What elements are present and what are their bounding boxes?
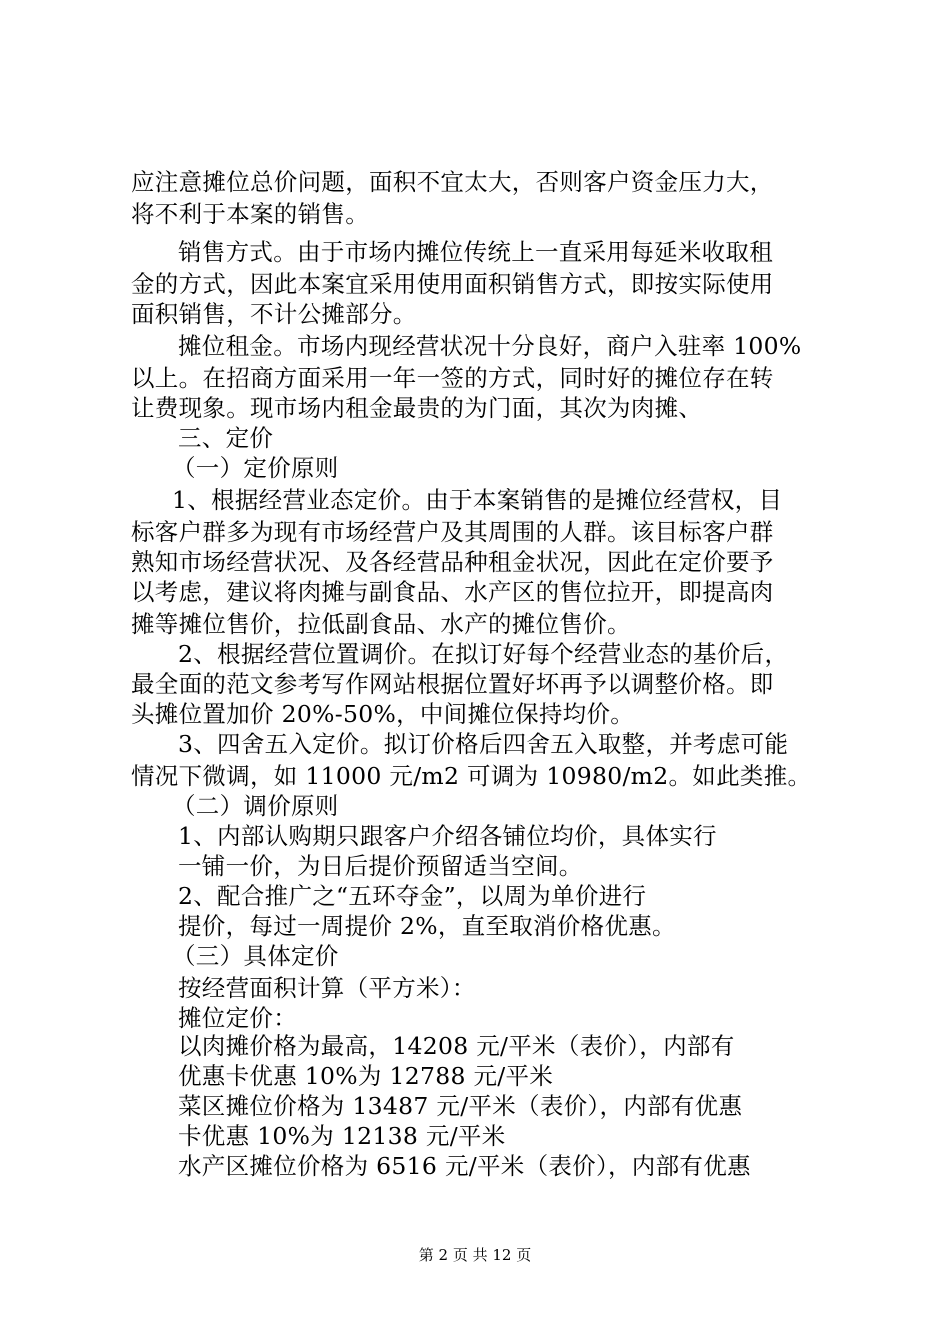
body-text-line: 熟知市场经营状况、及各经营品种租金状况，因此在定价要予 [131, 548, 774, 576]
body-text-line: 优惠卡优惠 10%为 12788 元/平米 [178, 1062, 554, 1090]
body-text-line: 情况下微调，如 11000 元/m2 可调为 10980/m2。如此类推。 [131, 762, 812, 790]
body-text-line: 销售方式。由于市场内摊位传统上一直采用每延米收取租 [178, 238, 773, 266]
body-text-line: 应注意摊位总价问题，面积不宜太大，否则客户资金压力大， [131, 168, 774, 196]
body-text-line: 最全面的范文参考写作网站根据位置好坏再予以调整价格。即 [131, 670, 774, 698]
section-heading: 三、定价 [178, 424, 274, 452]
body-text-line: 摊等摊位售价，拉低副食品、水产的摊位售价。 [131, 610, 631, 638]
body-text-line: 一铺一价，为日后提价预留适当空间。 [178, 852, 583, 880]
body-text-line: 头摊位置加价 20%-50%，中间摊位保持均价。 [131, 700, 635, 728]
body-text-line: 以上。在招商方面采用一年一签的方式，同时好的摊位存在转 [131, 364, 774, 392]
body-text-line: 水产区摊位价格为 6516 元/平米（表价），内部有优惠 [178, 1152, 751, 1180]
body-text-line: 让费现象。现市场内租金最贵的为门面，其次为肉摊、 [131, 394, 703, 422]
body-text-line: 金的方式，因此本案宜采用使用面积销售方式，即按实际使用 [131, 270, 774, 298]
body-text-line: 1、内部认购期只跟客户介绍各铺位均价，具体实行 [178, 822, 717, 850]
subsection-heading: （二）调价原则 [172, 792, 339, 820]
body-text-line: 1、根据经营业态定价。由于本案销售的是摊位经营权，目 [172, 486, 783, 514]
body-text-line: 以考虑，建议将肉摊与副食品、水产区的售位拉开，即提高肉 [131, 578, 774, 606]
body-text-line: 3、四舍五入定价。拟订价格后四舍五入取整，并考虑可能 [178, 730, 789, 758]
page-number-footer: 第 2 页 共 12 页 [418, 1246, 532, 1264]
body-text-line: 摊位定价： [178, 1004, 297, 1032]
body-text-line: 摊位租金。市场内现经营状况十分良好，商户入驻率 100% [178, 332, 802, 360]
body-text-line: 标客户群多为现有市场经营户及其周围的人群。该目标客户群 [131, 518, 774, 546]
body-text-line: 按经营面积计算（平方米）： [178, 974, 476, 1002]
body-text-line: 提价，每过一周提价 2%，直至取消价格优惠。 [178, 912, 676, 940]
body-text-line: 2、配合推广之“五环夺金”，以周为单价进行 [178, 882, 647, 910]
subsection-heading: （三）具体定价 [172, 942, 339, 970]
body-text-line: 菜区摊位价格为 13487 元/平米（表价），内部有优惠 [178, 1092, 743, 1120]
body-text-line: 卡优惠 10%为 12138 元/平米 [178, 1122, 506, 1150]
body-text-line: 2、根据经营位置调价。在拟订好每个经营业态的基价后， [178, 640, 789, 668]
subsection-heading: （一）定价原则 [172, 454, 339, 482]
body-text-line: 将不利于本案的销售。 [131, 200, 369, 228]
body-text-line: 以肉摊价格为最高，14208 元/平米（表价），内部有 [178, 1032, 735, 1060]
body-text-line: 面积销售，不计公摊部分。 [131, 300, 417, 328]
